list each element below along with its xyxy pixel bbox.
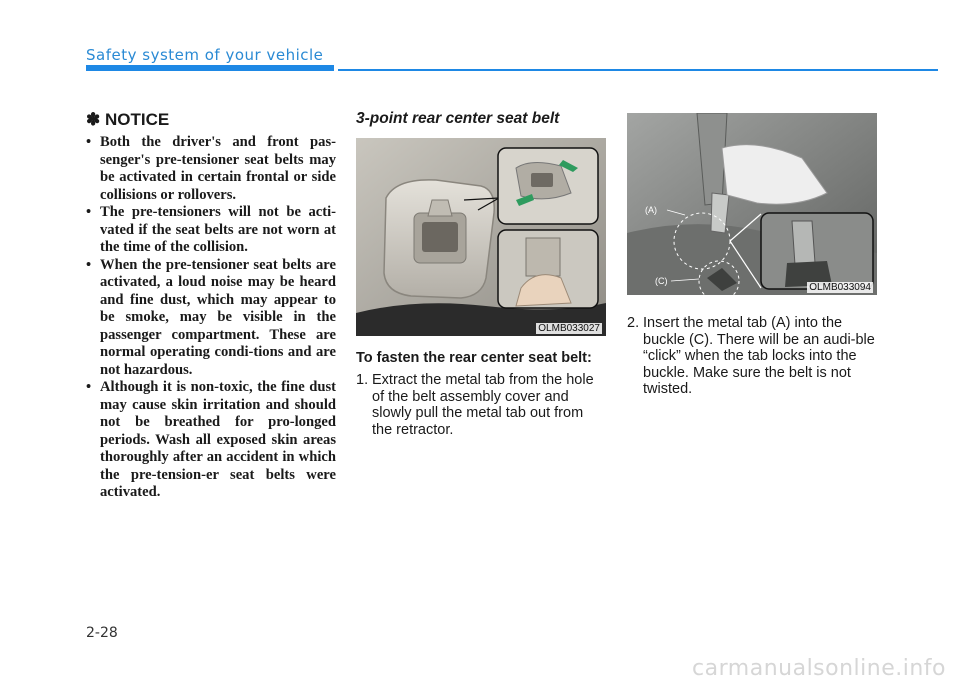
label-c: (C) [655,276,668,286]
notice-bullet-list [86,134,336,502]
step-text: Insert the metal tab (A) into the buckle (C). There will be an audi-ble “click” when the tab locks into the buckle. Make sure the belt is not twisted. [643,315,875,397]
bullet-icon: • [86,204,92,220]
notice-bullet-text: Although it is non-toxic, the fine dust may cause skin irritation and should not be breathed for pro-longed periods. Wash all exposed skin areas thoroughly after an accident in which the pre-tension-er seat belts were activated. [100,379,336,500]
notice-bullet-text: Both the driver's and front pas-senger's pre-tensioner seat belts may be activated in certain frontal or side collisions or rollovers. [100,134,336,203]
bullet-icon: • [86,134,92,150]
step-number: 2. [627,315,640,331]
header-rule-thick [86,65,334,71]
belt-cover-drawing [356,138,606,336]
header-rule-thin [338,69,938,71]
notice-bullet [86,379,336,502]
notice-bullet [86,257,336,380]
buckle-illustration [627,113,877,295]
buckle-column [627,113,877,398]
notice-bullet-text: The pre-tensioners will not be acti-vated if the seat belts are not worn at the time of the collision. [100,204,336,255]
step-text: Extract the metal tab from the hole of the belt assembly cover and slowly pull the metal tab out from the retractor. [372,372,594,438]
center-belt-title: 3-point rear center seat belt [356,110,560,127]
instruction-step [627,315,877,398]
watermark: carmanualsonline.info [692,656,946,681]
figure-code-label: OLMB033027 [538,323,600,334]
notice-bullet [86,134,336,204]
section-header-title: Safety system of your vehicle [86,46,324,64]
figure-code-label: OLMB033094 [809,282,871,293]
notice-title: ✽ NOTICE [86,110,170,129]
label-a: (A) [645,205,657,215]
belt-cover-illustration [356,138,606,336]
page-number: 2-28 [86,625,118,641]
step-number: 1. [356,372,369,388]
notice-bullet-text: When the pre-tensioner seat belts are activated, a loud noise may be heard and fine dust, which may appear to be smoke, may be visible in the passenger compartment. These are normal operating condi-tions and are not hazardous. [100,256,336,378]
buckle-drawing [627,113,877,295]
fasten-instructions-title: To fasten the rear center seat belt: [356,350,592,366]
center-belt-column [356,110,606,438]
notice-bullet [86,204,336,257]
bullet-icon: • [86,256,92,273]
bullet-icon: • [86,379,92,395]
notice-column [86,110,336,502]
instruction-step [356,372,606,438]
